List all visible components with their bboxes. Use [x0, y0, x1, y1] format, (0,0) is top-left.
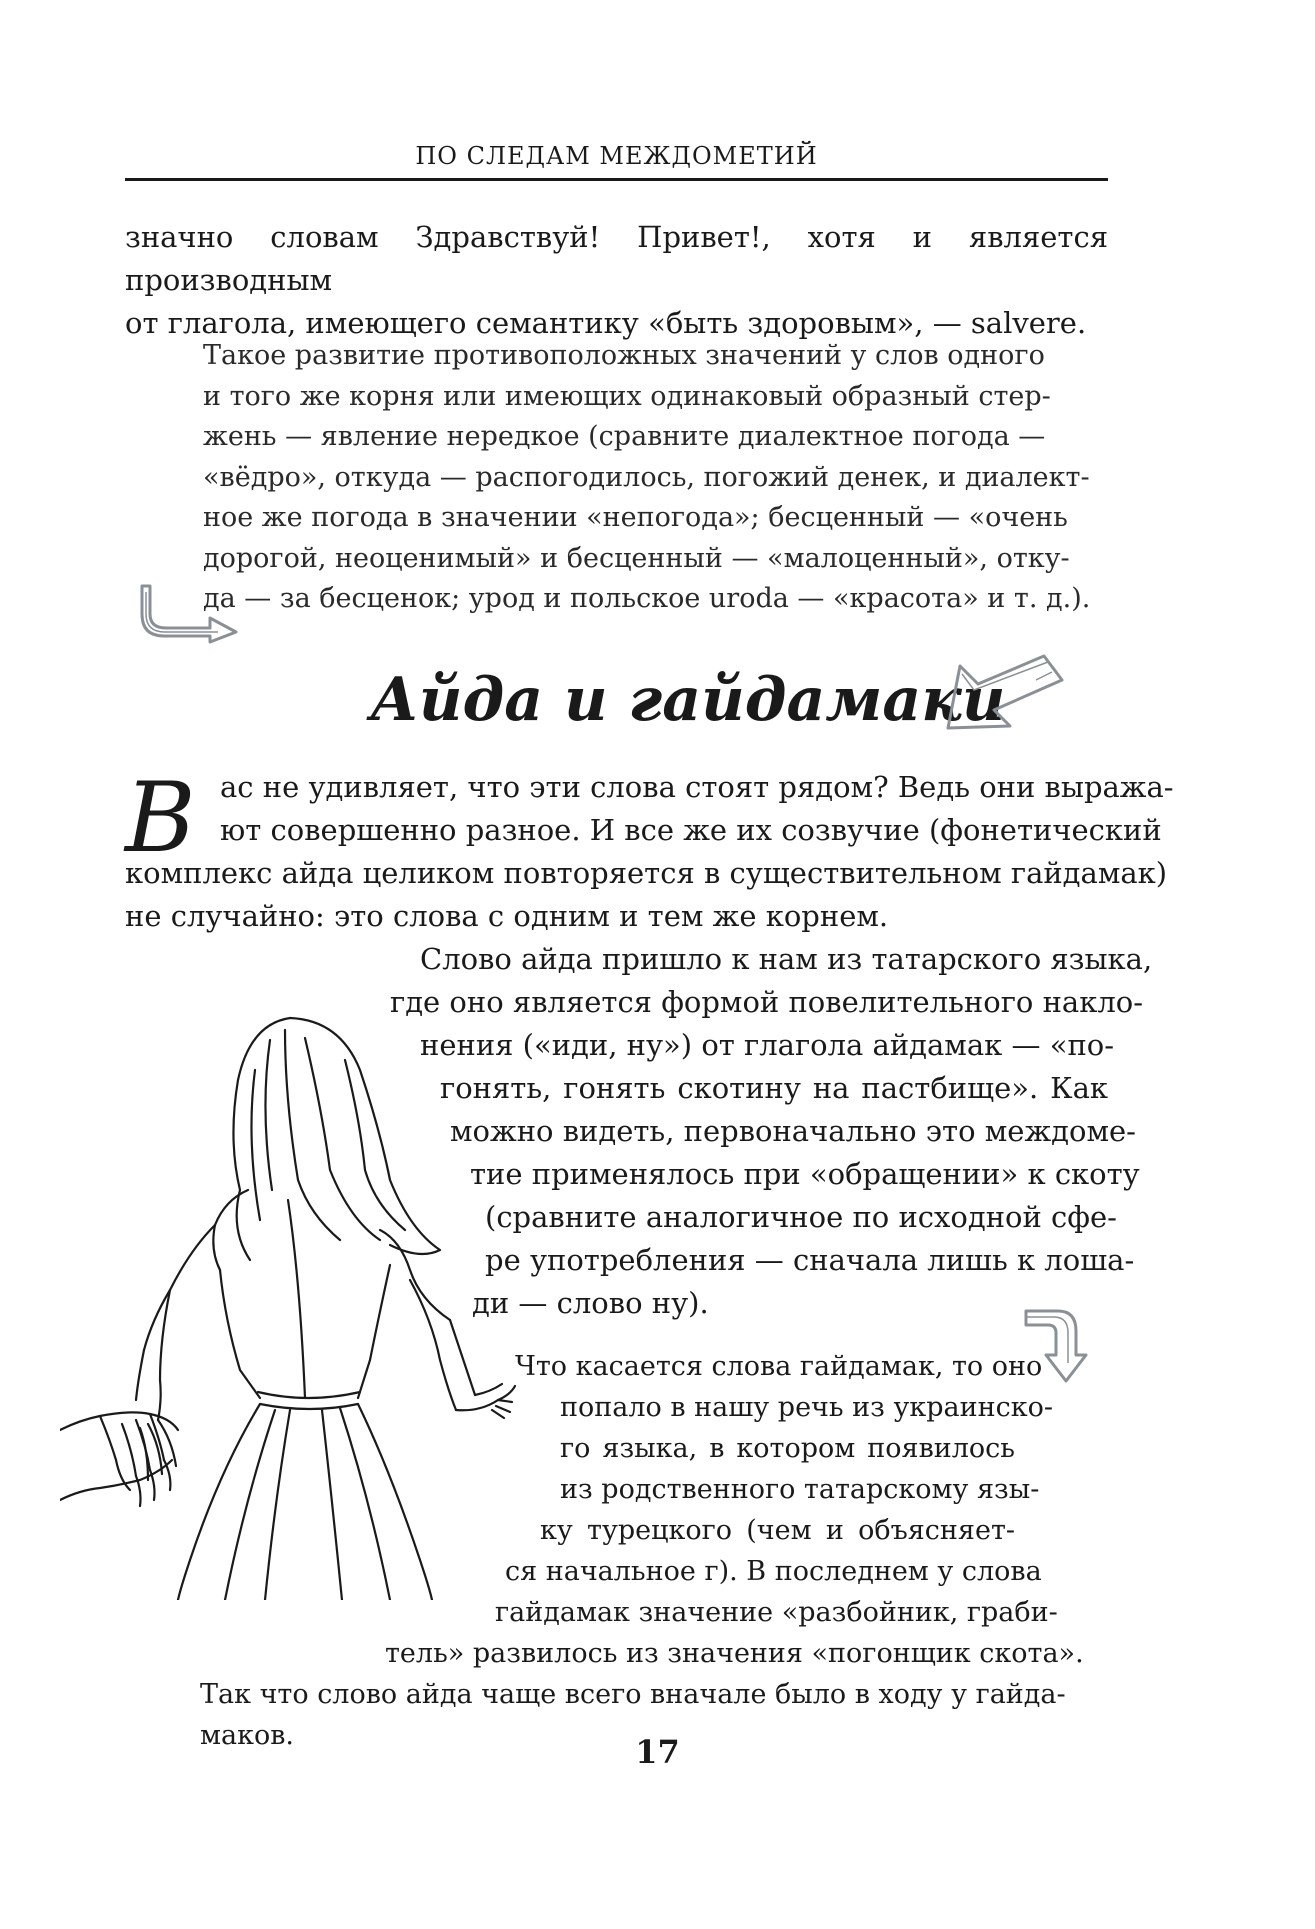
drop-cap: В [125, 762, 196, 874]
paragraph-line: где оно является формой повелительного накло- [390, 985, 1144, 1019]
paragraph-line: (сравните аналогичное по исходной сфе- [485, 1200, 1117, 1234]
note-line: Такое развитие противоположных значений у слов одного [203, 340, 1045, 371]
paragraph-line: ре употребления — сначала лишь к лоша- [485, 1243, 1135, 1277]
paragraph-line: тие применялось при «обращении» к скоту [470, 1157, 1140, 1191]
paragraph-line: гонять, гонять скотину на пастбище». Как [440, 1071, 1108, 1105]
header-rule [125, 178, 1108, 181]
paragraph-line: значно словам Здравствуй! Привет!, хотя и является производным [125, 220, 1108, 297]
paragraph-line: от глагола, имеющего семантику «быть здоровым», — salvere. [125, 306, 1087, 340]
note-line: «вёдро», откуда — распогодилось, погожий денек, и диалект- [203, 461, 1090, 493]
paragraph-line: Так что слово айда чаще всего вначале было в ходу у гайда- [200, 1679, 1066, 1710]
section-heading: Айда и гайдамаки [370, 665, 1006, 735]
note-block [203, 336, 1091, 620]
paragraph-line: попало в нашу речь из украинско- [560, 1392, 1053, 1423]
paragraph-line: ся начальное г). В последнем у слова [505, 1556, 1042, 1587]
note-line: ное же погода в значении «непогода»; бесценный — «очень [203, 502, 1068, 533]
paragraph-line: ку турецкого (чем и объясняет- [540, 1515, 1015, 1546]
paragraph-line: Что касается слова гайдамак, то оно [515, 1351, 1043, 1382]
paragraph-line: нения («иди, ну») от глагола айдамак — «по- [420, 1028, 1115, 1062]
curved-arrow-right-icon [138, 582, 243, 644]
note-line: да — за бесценок; урод и польское uroda — «красота» и т. д.). [203, 583, 1091, 614]
note-line: дорогой, неоценимый» и бесценный — «малоценный», отку- [203, 542, 1070, 574]
arrow-down-left-icon [940, 650, 1070, 742]
intro-line: не случайно: это слова с одним и тем же корнем. [125, 899, 889, 933]
paragraph-continuation [125, 216, 1108, 345]
intro-line: ют совершенно разное. И все же их созвучие (фонетический [220, 813, 1162, 847]
page-number: 17 [635, 1733, 680, 1771]
paragraph-line: маков. [200, 1720, 295, 1751]
girl-holding-hand-illustration [60, 1000, 540, 1600]
paragraph-line: из родственного татарскому язы- [560, 1474, 1040, 1505]
paragraph-line: Слово айда пришло к нам из татарского языка, [420, 942, 1153, 976]
intro-line: комплекс айда целиком повторяется в существительном гайдамак) [125, 856, 1168, 890]
note-line: и того же корня или имеющих одинаковый образный стер- [203, 380, 1051, 412]
running-header: ПО СЛЕДАМ МЕЖДОМЕТИЙ [415, 142, 818, 170]
paragraph-line: гайдамак значение «разбойник, граби- [495, 1597, 1058, 1628]
note-line: жень — явление нередкое (сравните диалектное погода — [203, 421, 1046, 452]
paragraph-line: можно видеть, первоначально это междоме- [450, 1114, 1136, 1148]
intro-line: ас не удивляет, что эти слова стоят рядом? Ведь они выража- [220, 770, 1174, 804]
paragraph-line: го языка, в котором появилось [560, 1433, 1015, 1464]
paragraph-line: ди — слово ну). [472, 1286, 709, 1320]
intro-paragraph [125, 762, 1174, 938]
paragraph-line: тель» развилось из значения «погонщик скота». [385, 1638, 1084, 1669]
